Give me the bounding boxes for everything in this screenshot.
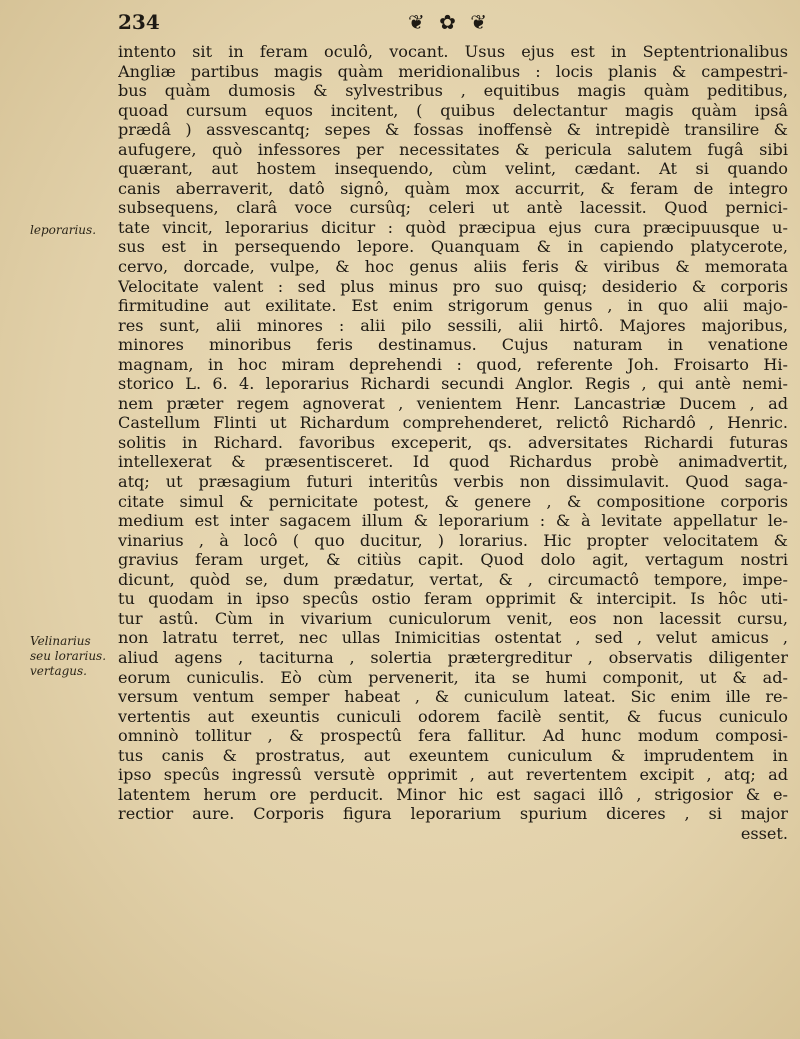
text-line: firmitudine aut exilitate. Est enim strigorum genus , in quo alii majo- xyxy=(118,296,788,316)
text-line: intento sit in feram oculô, vocant. Usus ejus est in Septentrionalibus xyxy=(118,42,788,61)
text-line: tus canis & prostratus, aut exeuntem cuniculum & imprudentem in xyxy=(118,745,788,765)
text-line: nem præter regem agnoverat , venientem Henr. Lancastriæ Ducem , ad xyxy=(118,393,788,413)
text-line: cervo, dorcade, vulpe, & hoc genus aliis feris & viribus & memorata xyxy=(118,257,788,277)
text-line: quoad cursum equos incitent, ( quibus delectantur magis quàm ipsâ xyxy=(118,100,788,120)
text-line: tu quodam in ipso specûs ostio feram opprimit & intercipit. Is hôc uti- xyxy=(118,589,788,609)
text-line: ipso specûs ingressû versutè opprimit , aut revertentem excipit , atq; ad xyxy=(118,765,788,785)
text-line: quærant, aut hostem insequendo, cùm velint, cædant. At si quando xyxy=(118,159,788,179)
page-header xyxy=(118,10,718,40)
text-line: sus est in persequendo lepore. Quanquam & in capiendo platycerote, xyxy=(118,237,788,257)
text-line: bus quàm dumosis & sylvestribus , equitibus magis quàm peditibus, xyxy=(118,81,788,101)
text-line: aliud agens , taciturna , solertia prætergreditur , observatis diligenter xyxy=(118,647,788,667)
text-line: versum ventum semper habeat , & cuniculum lateat. Sic enim ille re- xyxy=(118,687,788,707)
text-line: gravius feram urget, & citiùs capit. Quod dolo agit, vertagum nostri xyxy=(118,550,788,570)
text-line: Angliæ partibus magis quàm meridionalibus : locis planis & campestri- xyxy=(118,61,788,81)
text-line: esset. xyxy=(740,823,788,843)
text-line: dicunt, quòd se, dum prædatur, vertat, & , circumactô tempore, impe- xyxy=(118,569,788,589)
margin-note: Velinarius seu lorarius. vertagus. xyxy=(30,634,107,678)
text-line: non latratu terret, nec ullas Inimicitias ostentat , sed , velut amicus , xyxy=(118,628,788,648)
text-line: aufugere, quò infessores per necessitates & pericula salutem fugâ sibi xyxy=(118,139,788,159)
text-line: solitis in Richard. favoribus exceperit, qs. adversitates Richardi futuras xyxy=(118,432,788,452)
text-line: res sunt, alii minores : alii pilo sessili, alii hirtô. Majores majoribus, xyxy=(118,315,788,335)
text-line: eorum cuniculis. Eò cùm pervenerit, ita se humi componit, ut & ad- xyxy=(118,667,788,687)
text-line: minores minoribus feris destinamus. Cujus naturam in venatione xyxy=(118,335,788,355)
text-line: vinarius , à locô ( quo ducitur, ) lorarius. Hic propter velocitatem & xyxy=(118,530,788,550)
page-number: 234 xyxy=(118,10,160,34)
header-ornament: ❦ ✿ ❦ xyxy=(408,10,491,34)
text-line: prædâ ) assvescantq; sepes & fossas inoffensè & intrepidè transilire & xyxy=(118,120,788,140)
text-line: tate vincit, leporarius dicitur : quòd præcipua ejus cura præcipuusque u- xyxy=(118,217,788,237)
text-line: storico L. 6. 4. leporarius Richardi secundi Anglor. Regis , qui antè nemi- xyxy=(118,374,788,394)
body-text xyxy=(118,42,788,843)
text-line: vertentis aut exeuntis cuniculi odorem facilè sentit, & fucus cuniculo xyxy=(118,706,788,726)
text-line: omninò tollitur , & prospectû fera fallitur. Ad hunc modum composi- xyxy=(118,726,788,746)
text-line: Castellum Flinti ut Richardum comprehenderet, relictô Richardô , Henric. xyxy=(118,413,788,433)
margin-note: leporarius. xyxy=(30,223,97,237)
text-line: latentem herum ore perducit. Minor hic est sagaci illô , strigosior & e- xyxy=(118,784,788,804)
text-line: citate simul & pernicitate potest, & genere , & compositione corporis xyxy=(118,491,788,511)
text-line: canis aberraverit, datô signô, quàm mox accurrit, & feram de integro xyxy=(118,178,788,198)
text-line: intellexerat & præsentisceret. Id quod Richardus probè animadvertit, xyxy=(118,452,788,472)
text-line: medium est inter sagacem illum & leporarium : & à levitate appellatur le- xyxy=(118,511,788,531)
text-line: atq; ut præsagium futuri interitûs verbis non dissimulavit. Quod saga- xyxy=(118,472,788,492)
text-line: tur astû. Cùm in vivarium cuniculorum venit, eos non lacessit cursu, xyxy=(118,608,788,628)
text-line: magnam, in hoc miram deprehendi : quod, referente Joh. Froisarto Hi- xyxy=(118,354,788,374)
text-line: subsequens, clarâ voce cursûq; celeri ut antè lacessit. Quod pernici- xyxy=(118,198,788,218)
text-line: rectior aure. Corporis figura leporarium spurium diceres , si major xyxy=(118,804,788,824)
text-line: Velocitate valent : sed plus minus pro suo quisq; desiderio & corporis xyxy=(118,276,788,296)
